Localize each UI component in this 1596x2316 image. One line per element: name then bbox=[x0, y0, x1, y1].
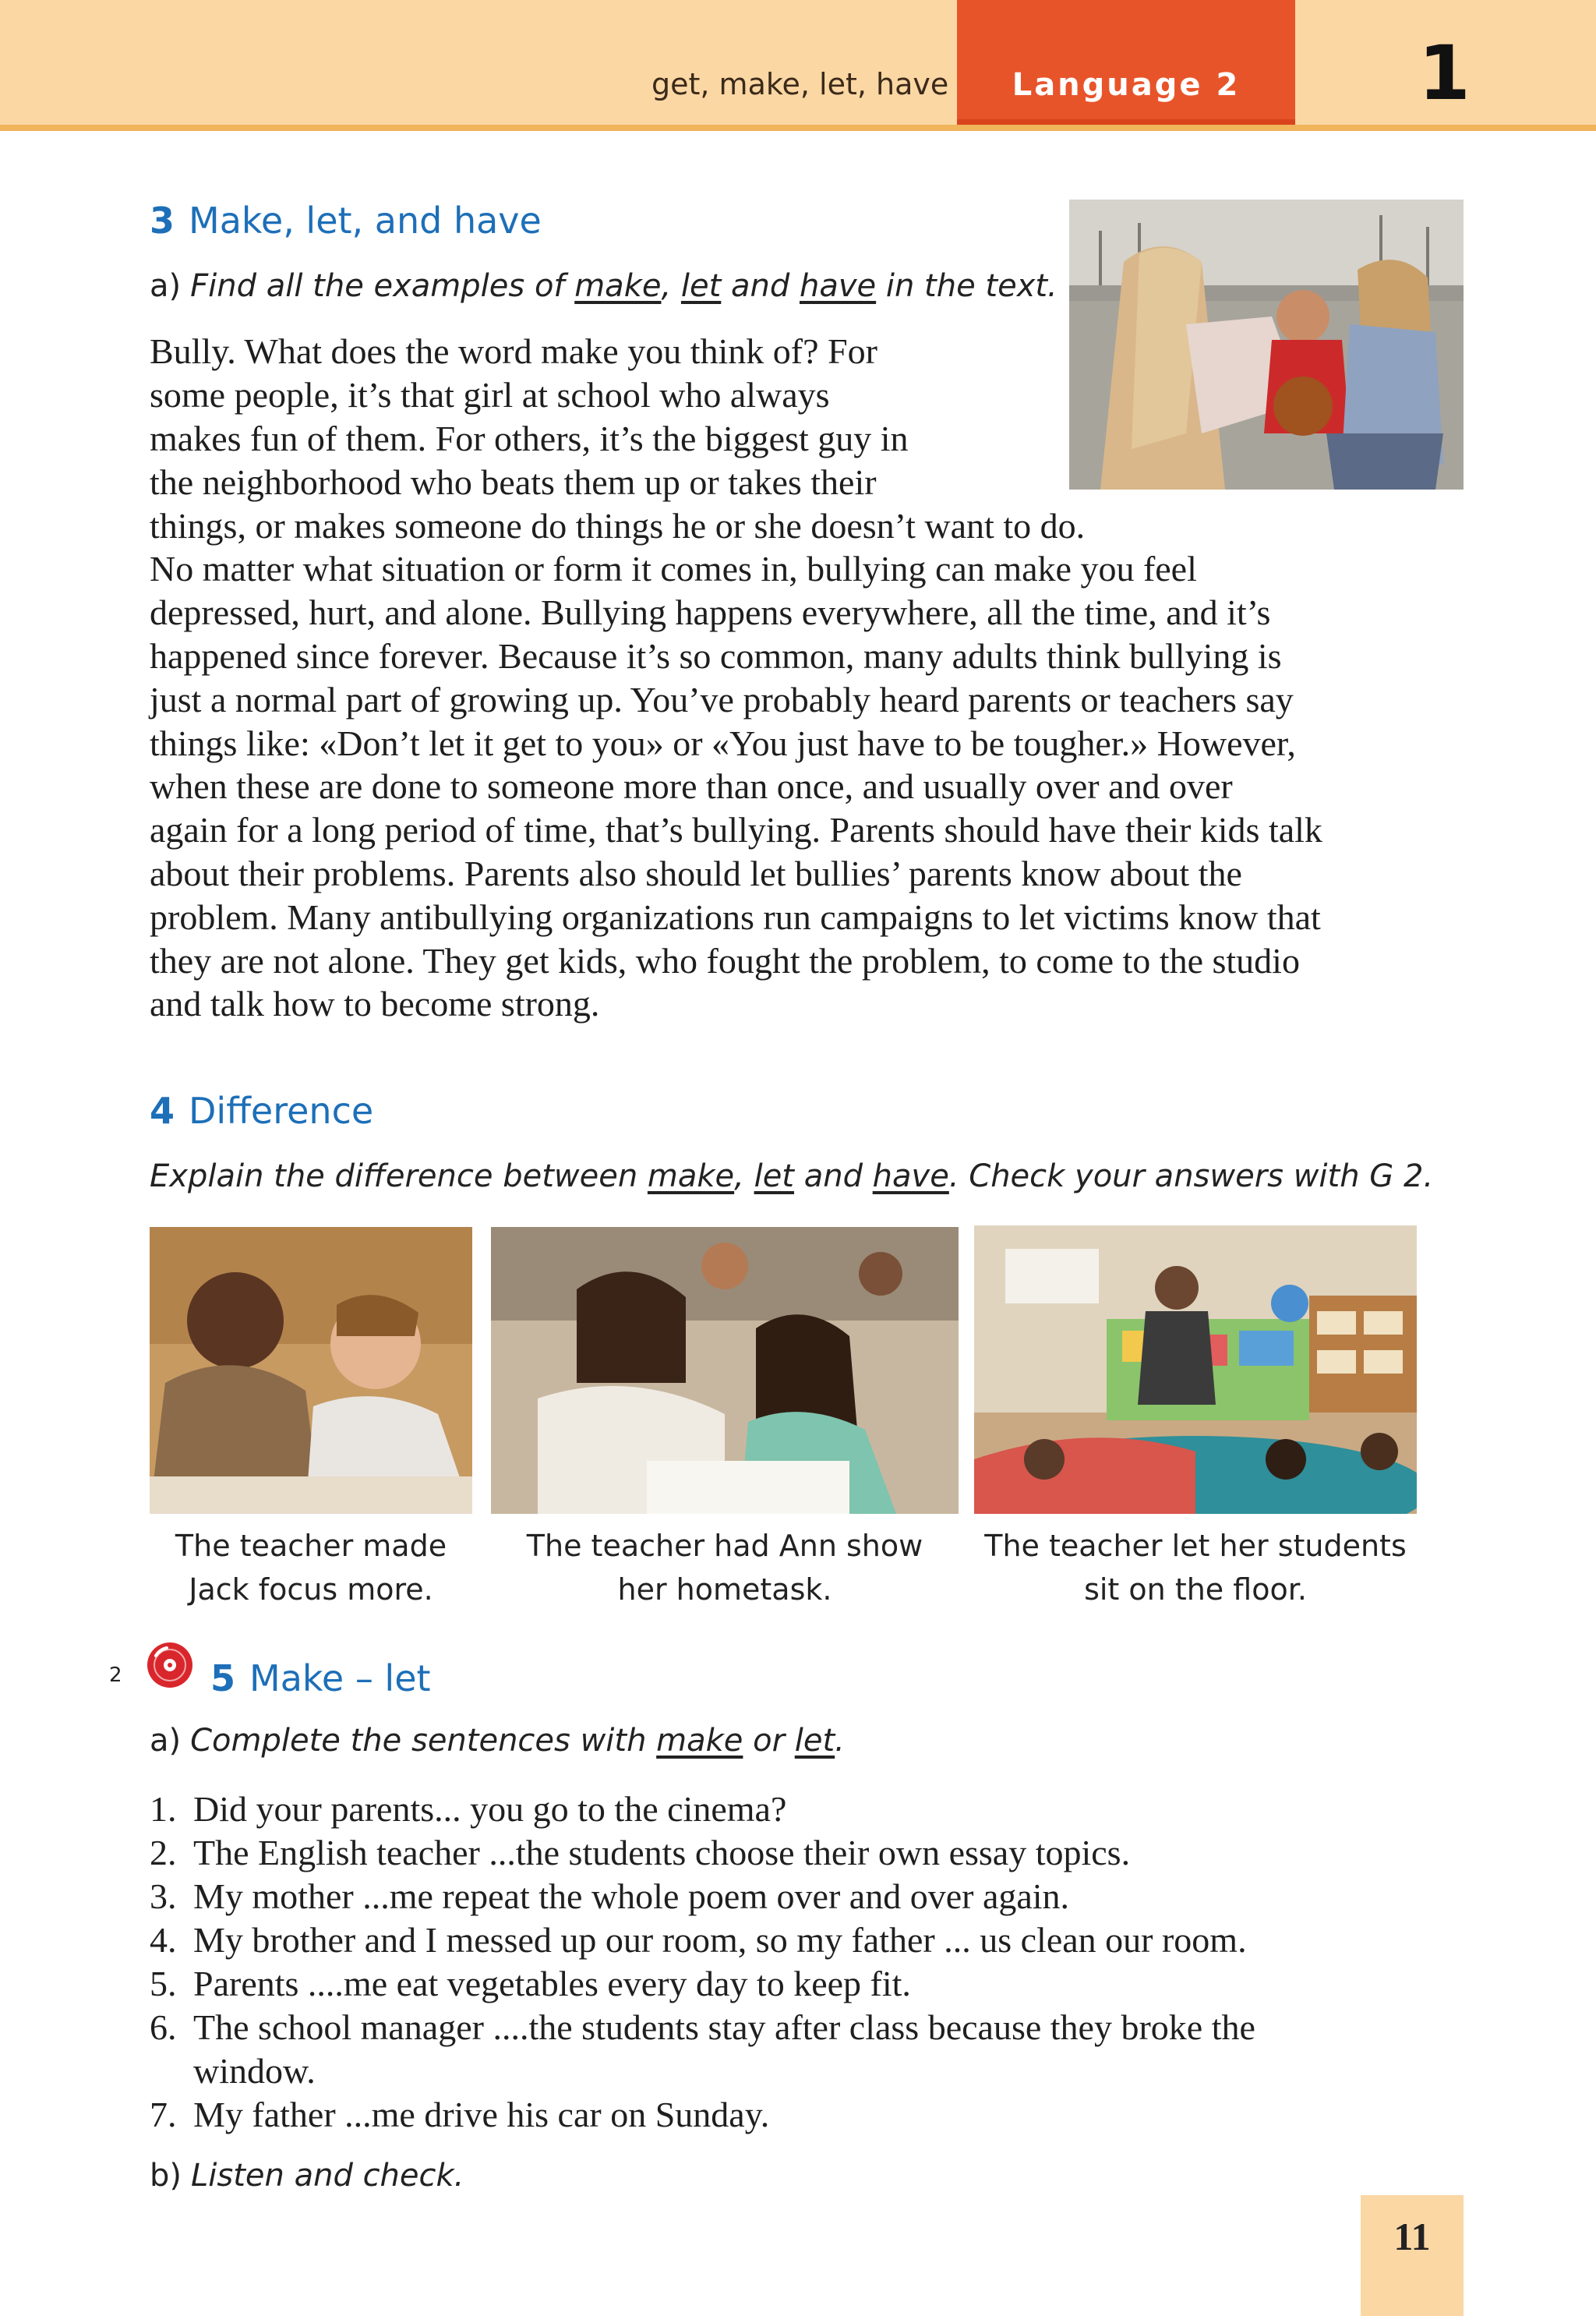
instruction-text: . Check your answers with G 2. bbox=[948, 1158, 1434, 1194]
item-sentence-continued: window. bbox=[193, 2051, 316, 2091]
keyword-make: make bbox=[656, 1723, 743, 1759]
caption-line: sit on the floor. bbox=[1084, 1572, 1307, 1607]
instruction-text: or bbox=[743, 1723, 795, 1759]
text-line: they are not alone. They get kids, who fought the problem, to come to the studio bbox=[150, 941, 1300, 981]
bullying-photo bbox=[1069, 200, 1464, 490]
caption-line: The teacher had Ann show bbox=[526, 1529, 923, 1563]
item-number: 2. bbox=[150, 1833, 177, 1872]
task-letter: a) bbox=[150, 268, 182, 304]
text-line: and talk how to become strong. bbox=[150, 984, 600, 1024]
item-sentence: My father ...me drive his car on Sunday. bbox=[193, 2095, 770, 2134]
instruction-text: Explain the difference between bbox=[150, 1158, 648, 1194]
item-sentence: The school manager ....the students stay after class because they broke the bbox=[193, 2007, 1255, 2047]
page-number-box bbox=[1361, 2195, 1464, 2316]
instruction-text: , bbox=[661, 268, 681, 304]
exercise-title: Make – let bbox=[249, 1657, 431, 1699]
photo-caption bbox=[974, 1524, 1417, 1611]
exercise-4-heading bbox=[150, 1090, 373, 1132]
instruction-text: and bbox=[721, 268, 800, 304]
teacher-girl-photo bbox=[491, 1227, 959, 1514]
keyword-have: have bbox=[800, 268, 877, 304]
text-line: makes fun of them. For others, it’s the biggest guy in bbox=[150, 419, 909, 458]
audio-cd-icon[interactable] bbox=[147, 1642, 193, 1688]
text-line: No matter what situation or form it comes in, bullying can make you feel bbox=[150, 549, 1197, 589]
page-number: 11 bbox=[1393, 2215, 1431, 2258]
photo-caption bbox=[150, 1524, 472, 1611]
caption-line: The teacher let her students bbox=[984, 1529, 1407, 1563]
text-line: some people, it’s that girl at school who always bbox=[150, 375, 830, 415]
item-number: 5. bbox=[150, 1964, 177, 2003]
item-number: 3. bbox=[150, 1876, 177, 1916]
text-line: Bully. What does the word make you think of? For bbox=[150, 331, 877, 371]
text-line: when these are done to someone more than once, and usually over and over bbox=[150, 766, 1233, 806]
audio-track-number: 2 bbox=[109, 1664, 122, 1687]
photo-caption bbox=[491, 1524, 959, 1611]
exercise-5-instruction bbox=[150, 1723, 845, 1759]
exercise-title: Difference bbox=[189, 1090, 374, 1132]
teacher-student-photo bbox=[150, 1227, 472, 1514]
item-sentence: The English teacher ...the students choose their own essay topics. bbox=[193, 1833, 1131, 1872]
caption-line: her hometask. bbox=[617, 1572, 832, 1607]
exercise-4-instruction bbox=[150, 1158, 1433, 1194]
instruction-text: Complete the sentences with bbox=[190, 1723, 657, 1759]
instruction-text: . bbox=[835, 1723, 845, 1759]
text-line: happened since forever. Because it’s so common, many adults think bullying is bbox=[150, 636, 1282, 676]
item-number: 7. bbox=[150, 2095, 177, 2134]
exercise-number: 3 bbox=[150, 200, 175, 242]
item-number: 4. bbox=[150, 1920, 177, 1960]
instruction-text: Listen and check. bbox=[191, 2158, 464, 2194]
caption-line: The teacher made bbox=[175, 1529, 447, 1563]
keyword-let: let bbox=[794, 1723, 835, 1759]
instruction-text: Find all the examples of bbox=[190, 268, 575, 304]
item-sentence: My brother and I messed up our room, so my father ... us clean our room. bbox=[193, 1920, 1247, 1960]
keyword-make: make bbox=[647, 1158, 735, 1194]
keyword-have: have bbox=[872, 1158, 949, 1194]
header-band bbox=[0, 0, 1596, 125]
exercise-number: 4 bbox=[150, 1090, 175, 1132]
instruction-text: and bbox=[793, 1158, 873, 1194]
classroom-floor-photo bbox=[974, 1225, 1417, 1514]
item-sentence: Did your parents... you go to the cinema? bbox=[193, 1789, 787, 1829]
exercise-5-heading bbox=[210, 1657, 431, 1699]
keyword-let: let bbox=[754, 1158, 794, 1194]
keyword-let: let bbox=[680, 268, 722, 304]
instruction-text: in the text. bbox=[876, 268, 1058, 304]
task-letter: b) bbox=[150, 2158, 182, 2194]
exercise-3-heading bbox=[150, 200, 542, 242]
exercise-number: 5 bbox=[210, 1657, 236, 1699]
exercise-3-instruction bbox=[150, 268, 1058, 304]
unit-number: 1 bbox=[1418, 30, 1471, 117]
item-number: 1. bbox=[150, 1789, 177, 1829]
text-line: again for a long period of time, that’s bullying. Parents should have their kids talk bbox=[150, 810, 1322, 850]
task-letter: a) bbox=[150, 1723, 182, 1759]
section-tab bbox=[957, 0, 1295, 125]
text-line: the neighborhood who beats them up or takes their bbox=[150, 462, 877, 502]
item-sentence: My mother ...me repeat the whole poem over and over again. bbox=[193, 1876, 1070, 1916]
exercise-5-instruction-b bbox=[150, 2158, 464, 2194]
text-line: just a normal part of growing up. You’ve probably heard parents or teachers say bbox=[150, 680, 1294, 720]
caption-line: Jack focus more. bbox=[189, 1572, 433, 1607]
keyword-make: make bbox=[574, 268, 662, 304]
text-line: things, or makes someone do things he or she doesn’t want to do. bbox=[150, 506, 1086, 546]
header-rule bbox=[0, 125, 1596, 131]
header-topic: get, make, let, have bbox=[651, 67, 949, 101]
text-line: about their problems. Parents also should let bullies’ parents know about the bbox=[150, 854, 1242, 893]
item-number: 6. bbox=[150, 2007, 177, 2047]
item-sentence: Parents ....me eat vegetables every day to keep fit. bbox=[193, 1964, 911, 2003]
text-line: problem. Many antibullying organizations run campaigns to let victims know that bbox=[150, 897, 1321, 937]
exercise-title: Make, let, and have bbox=[189, 200, 542, 242]
text-line: things like: «Don’t let it get to you» or «You just have to be tougher.» However, bbox=[150, 723, 1296, 763]
instruction-text: , bbox=[734, 1158, 754, 1194]
text-line: depressed, hurt, and alone. Bullying happens everywhere, all the time, and it’s bbox=[150, 592, 1271, 632]
section-tab-label: Language 2 bbox=[1012, 67, 1241, 103]
